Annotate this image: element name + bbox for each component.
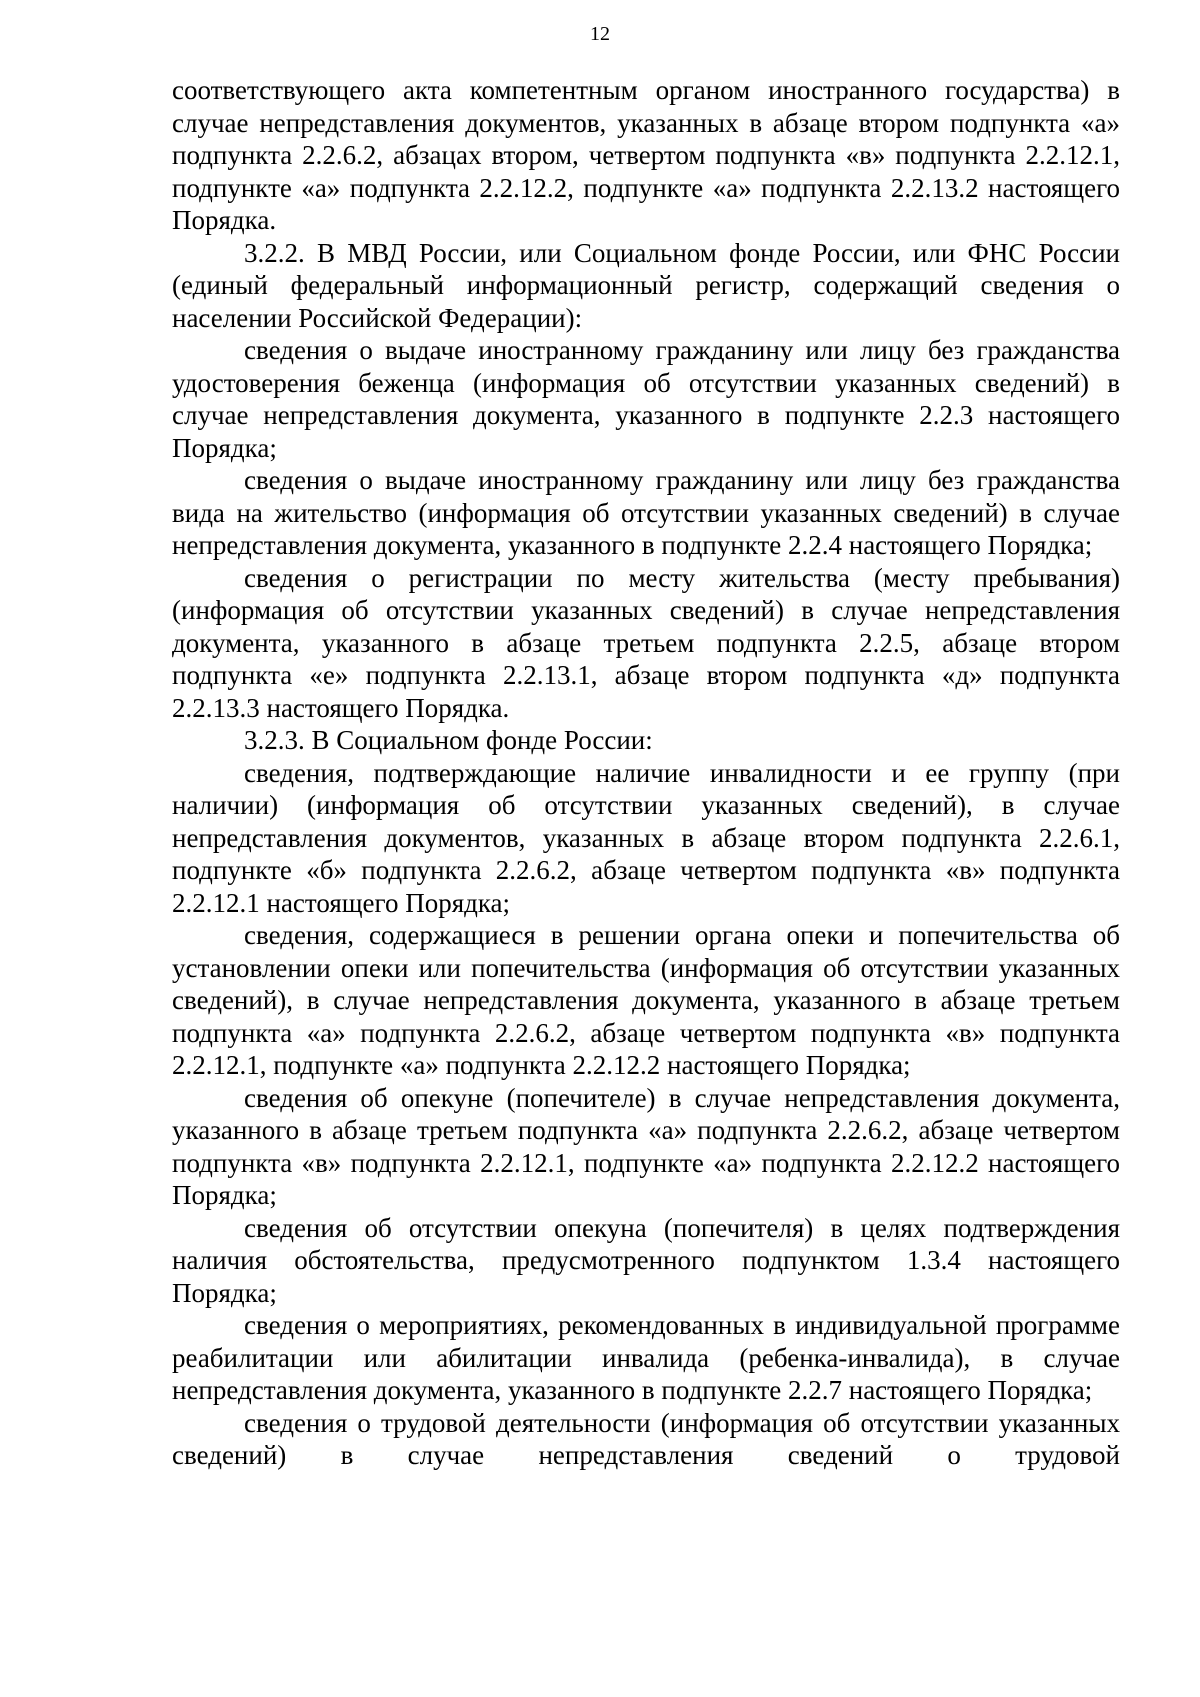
page-number: 12 xyxy=(590,23,610,45)
paragraph: сведения об опекуне (попечителе) в случае непредставления документа, указанного в абзаце третьем подпункта «а» подпункта 2.2.6.2, абзаце четвертом подпункта «в» подпункта 2.2.12.1, подпункте «а» подпункта 2.2.12.2 настоящего Порядка; xyxy=(172,1082,1120,1210)
paragraph: сведения о регистрации по месту жительства (месту пребывания) (информация об отсутствии указанных сведений) в случае непредставления документа, указанного в абзаце третьем подпункта 2.2.5, абзаце втором подпункта «е» подпункта 2.2.13.1, абзаце втором подпункта «д» подпункта 2.2.13.3 настоящего Порядка. xyxy=(172,562,1120,723)
paragraph: сведения о трудовой деятельности (информация об отсутствии указанных сведений) в случае непредставления сведений о трудовой xyxy=(172,1407,1120,1470)
paragraph: соответствующего акта компетентным органом иностранного государства) в случае непредставления документов, указанных в абзаце втором подпункта «а» подпункта 2.2.6.2, абзацах втором, четвертом подпункта «в» подпункта 2.2.12.1, подпункте «а» подпункта 2.2.12.2, подпункте «а» подпункта 2.2.13.2 настоящего Порядка. xyxy=(172,75,1120,235)
paragraph: сведения о выдаче иностранному гражданину или лицу без гражданства удостоверения беженца (информация об отсутствии указанных сведений) в случае непредставления документа, указанного в подпункте 2.2.3 настоящего Порядка; xyxy=(172,335,1120,463)
paragraph: сведения о мероприятиях, рекомендованных в индивидуальной программе реабилитации или абилитации инвалида (ребенка-инвалида), в случае непредставления документа, указанного в подпункте 2.2.7 настоящего Порядка; xyxy=(172,1310,1120,1405)
paragraph: сведения об отсутствии опекуна (попечителя) в целях подтверждения наличия обстоятельства, предусмотренного подпунктом 1.3.4 настоящего Порядка; xyxy=(172,1212,1120,1308)
document-body xyxy=(172,74,1120,1472)
paragraph: 3.2.3. В Социальном фонде России: xyxy=(244,725,653,755)
paragraph: сведения о выдаче иностранному гражданину или лицу без гражданства вида на жительство (информация об отсутствии указанных сведений) в случае непредставления документа, указанного в подпункте 2.2.4 настоящего Порядка; xyxy=(172,465,1120,560)
paragraph: сведения, содержащиеся в решении органа опеки и попечительства об установлении опеки или попечительства (информация об отсутствии указанных сведений), в случае непредставления документа, указанного в абзаце третьем подпункта «а» подпункта 2.2.6.2, абзаце четвертом подпункта «в» подпункта 2.2.12.1, подпункте «а» подпункта 2.2.12.2 настоящего Порядка; xyxy=(172,920,1120,1080)
paragraph: 3.2.2. В МВД России, или Социальном фонде России, или ФНС России (единый федеральный информационный регистр, содержащий сведения о населении Российской Федерации): xyxy=(172,237,1120,333)
paragraph: сведения, подтверждающие наличие инвалидности и ее группу (при наличии) (информация об отсутствии указанных сведений), в случае непредставления документов, указанных в абзаце втором подпункта 2.2.6.1, подпункте «б» подпункта 2.2.6.2, абзаце четвертом подпункта «в» подпункта 2.2.12.1 настоящего Порядка; xyxy=(172,757,1120,918)
